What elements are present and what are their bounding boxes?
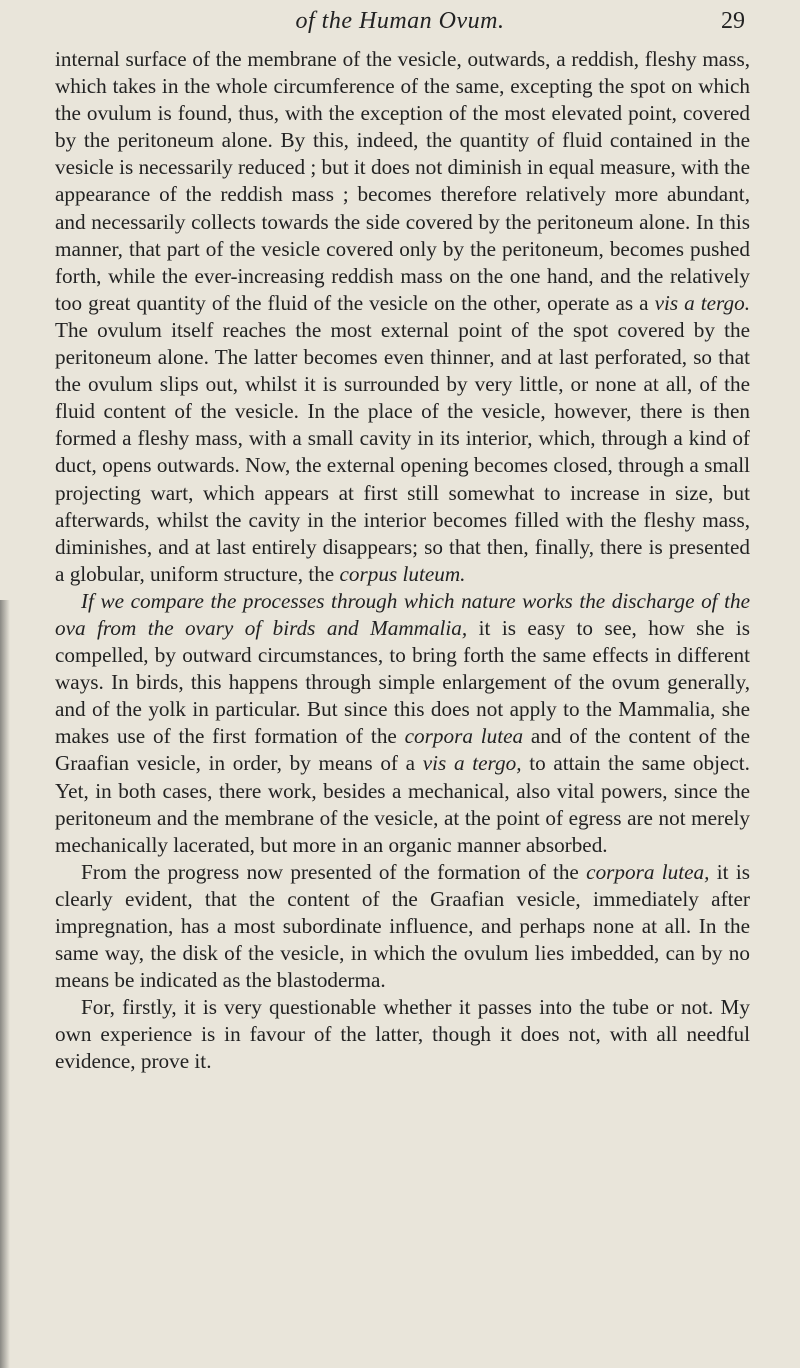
italic-segment: If we compare the processes through which nature works the discharge of the ova from the ovary of birds and Mammalia, (55, 588, 750, 640)
text-segment: to attain the same object. Yet, in both cases, there work, besides a mechanical, also vital powers, since the peritoneum and the membrane of the vesicle, at the point of egress are not merely mechanically lacerated, but more in an organic manner absorbed. (55, 751, 750, 857)
italic-segment: corpora lutea (404, 724, 524, 749)
text-segment: internal surface of the membrane of the vesicle, outwards, a reddish, fleshy mass, which takes in the whole circumference of the same, excepting the spot on which the ovulum is found, thus, with the exception of the most elevated point, covered by the peritoneum alone. By this, indeed, the quantity of fluid contained in the vesicle is necessarily reduced ; but it does not diminish in equal measure, with the appearance of the reddish mass ; becomes therefore relatively more abundant, and necessarily collects towards the side covered by the peritoneum alone. In this manner, that part of the vesicle covered only by the peritoneum, becomes pushed forth, while the ever-increasing reddish mass on the one hand, and the relatively too great quantity of the fluid of the vesicle on the other, operate as a (55, 47, 750, 315)
page-header (0, 8, 800, 48)
body-text (55, 46, 750, 1076)
text-segment: it is clearly evident, that the content of the Graafian vesicle, immediately after impregnation, has a most subordinate influence, and perhaps none at all. In the same way, the disk of the vesicle, in which the ovulum lies imbedded, can by no means be indicated as the blastoderma. (55, 859, 751, 993)
text-segment: The ovulum itself reaches the most external point of the spot covered by the peritoneum alone. The latter becomes even thinner, and at last perforated, so that the ovulum slips out, whilst it is surrounded by very little, or none at all, of the fluid content of the vesicle. In the place of the vesicle, however, there is then formed a fleshy mass, with a small cavity in its interior, which, through a kind of duct, opens outwards. Now, the external opening becomes closed, through a small projecting wart, which appears at first still somewhat to increase in size, but afterwards, whilst the cavity in the interior becomes filled with the fleshy mass, diminishes, and at last entirely disappears; so that then, finally, there is presented a globular, uniform structure, the (55, 317, 750, 586)
paragraph-3 (55, 859, 750, 994)
paragraph-1 (55, 46, 750, 588)
page-number: 29 (721, 8, 745, 34)
page-edge-shadow (0, 600, 10, 1368)
paragraph-2 (55, 588, 750, 859)
italic-segment: vis a tergo. (654, 290, 750, 315)
text-segment: From the progress now presented of the formation of the (81, 859, 587, 884)
text-segment: For, firstly, it is very questionable whether it passes into the tube or not. My own experience is in favour of the latter, though it does not, with all needful evidence, prove it. (55, 995, 750, 1074)
italic-segment: vis a tergo, (422, 751, 522, 776)
text-segment: it is easy to see, how she is compelled, by outward circumstances, to bring forth the same effects in different ways. In birds, this happens through simple enlargement of the ovum generally, and of the yolk in particular. But since this does not apply to the Mammalia, she makes use of the first formation of the (55, 615, 750, 749)
italic-segment: corpus luteum. (339, 561, 466, 586)
running-head: of the Human Ovum. (295, 8, 505, 34)
italic-segment: corpora lutea, (586, 859, 710, 884)
text-segment: and of the content of the Graafian vesicle, in order, by means of a (55, 724, 750, 776)
paragraph-4 (55, 994, 750, 1075)
